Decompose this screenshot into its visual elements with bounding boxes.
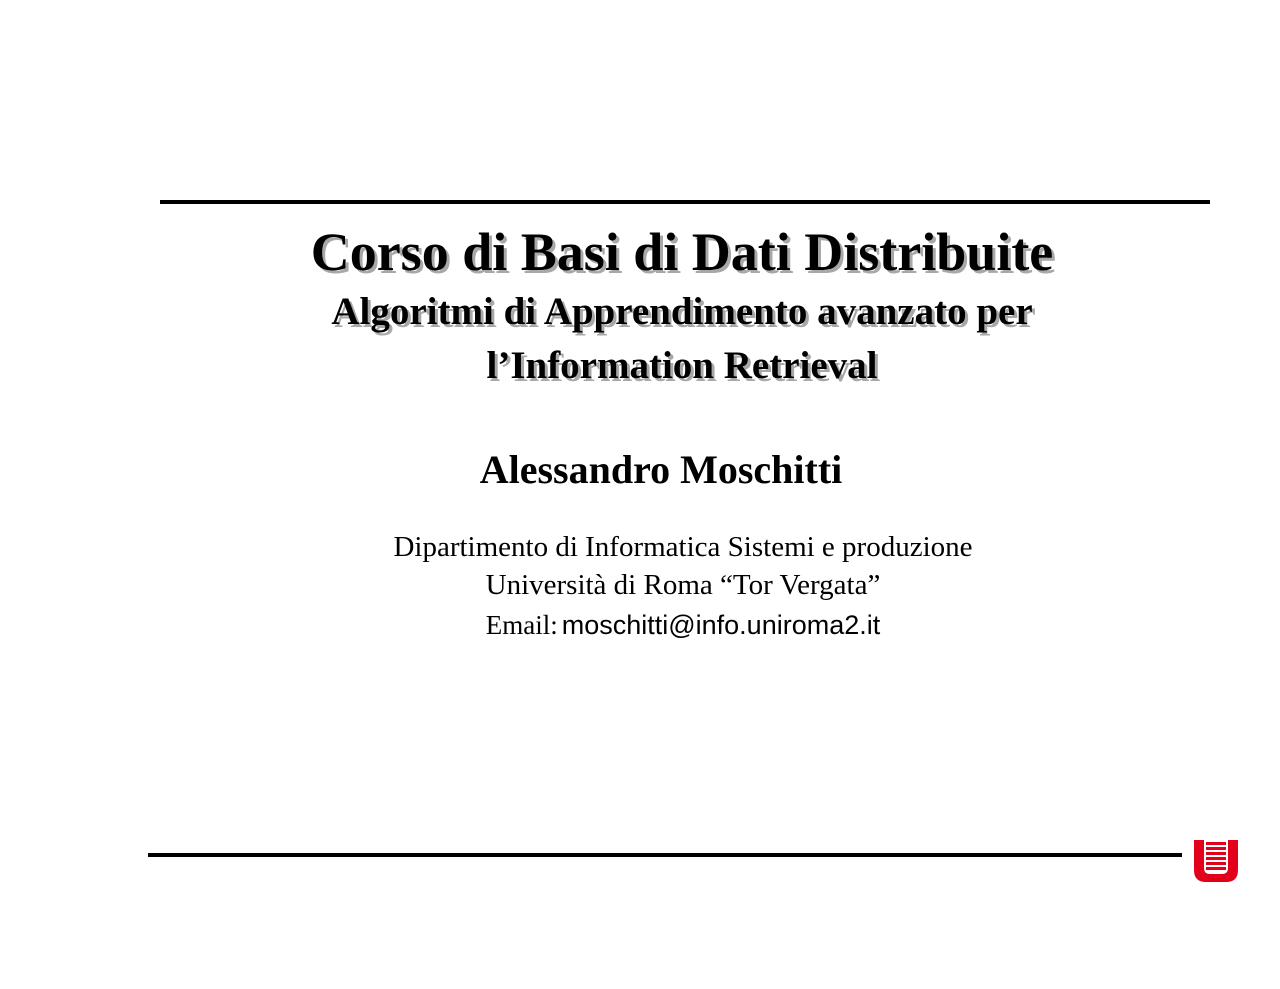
- department-name: Dipartimento di Informatica Sistemi e produzione: [393, 531, 973, 563]
- university-name: Università di Roma “Tor Vergata”: [485, 569, 881, 601]
- top-divider: [160, 200, 1210, 204]
- email-line: [0, 607, 1280, 648]
- bottom-divider: [148, 853, 1182, 857]
- slide-title: Corso di Basi di Dati Distribuite: [310, 222, 1054, 282]
- author-name: Alessandro Moschitti: [479, 447, 843, 492]
- slide-subtitle-line-2: l’Information Retrieval: [486, 344, 878, 387]
- email-address: moschitti@info.uniroma2.it: [561, 610, 881, 640]
- university-logo-icon: [1192, 836, 1240, 884]
- slide-subtitle-line-1: Algoritmi di Apprendimento avanzato per: [331, 290, 1033, 333]
- email-label: Email:: [485, 610, 558, 640]
